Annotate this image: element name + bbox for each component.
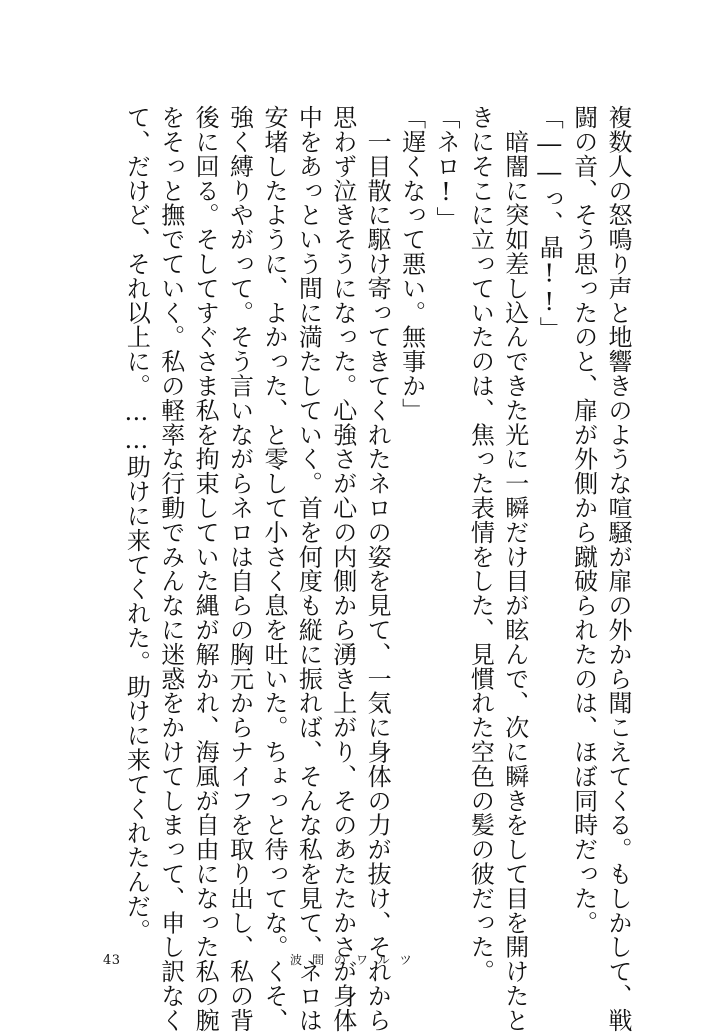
text-line: 複数人の怒鳴り声と地響きのような喧騒が扉の外から聞こえてくる。もしかして、戦 <box>604 105 632 1032</box>
text-line: 中をあっという間に満たしていく。首を何度も縦に振れば、そんな私を見て、ネロは <box>294 105 323 1032</box>
text-line: きにそこに立っていたのは、焦った表情をした、見慣れた空色の髪の彼だった。 <box>466 105 495 984</box>
running-title: 波間のワルツ <box>290 953 422 967</box>
text-line: 「遅くなって悪い。無事か」 <box>397 105 426 423</box>
text-line: 暗闇に突如差し込んできた光に一瞬だけ目が眩んで、次に瞬きをして目を開けたと <box>500 105 529 1032</box>
text-line: て、だけど、それ以上に。……助けに来てくれた。助けに来てくれたんだ。 <box>122 105 151 943</box>
text-line: 「――っ、晶!!」 <box>535 105 564 341</box>
text-line: 思わず泣きそうになった。心強さが心の内側から湧き上がり、そのあたたかさが身体 <box>328 105 357 1032</box>
text-line: 一目散に駆け寄ってきてくれたネロの姿を見て、一気に身体の力が抜け、それから <box>363 105 392 1032</box>
text-line: 安堵したように、よかった、と零して小さく息を吐いた。ちょっと待ってな。くそ、 <box>259 105 288 1032</box>
text-line: 強く縛りやがって。そう言いながらネロは自らの胸元からナイフを取り出し、私の背 <box>225 105 254 1032</box>
text-line: をそっと撫でていく。私の軽率な行動でみんなに迷惑をかけてしまって、申し訳なく <box>156 105 185 1032</box>
page-number: 43 <box>103 953 121 968</box>
text-line: 「ネロ!」 <box>431 105 460 231</box>
text-line: 闘の音、そう思ったのと、扉が外側から蹴破られたのは、ほぼ同時だった。 <box>569 105 598 935</box>
text-line: 後に回る。そしてすぐさま私を拘束していた縄が解かれ、海風が自由になった私の腕 <box>191 105 220 1032</box>
